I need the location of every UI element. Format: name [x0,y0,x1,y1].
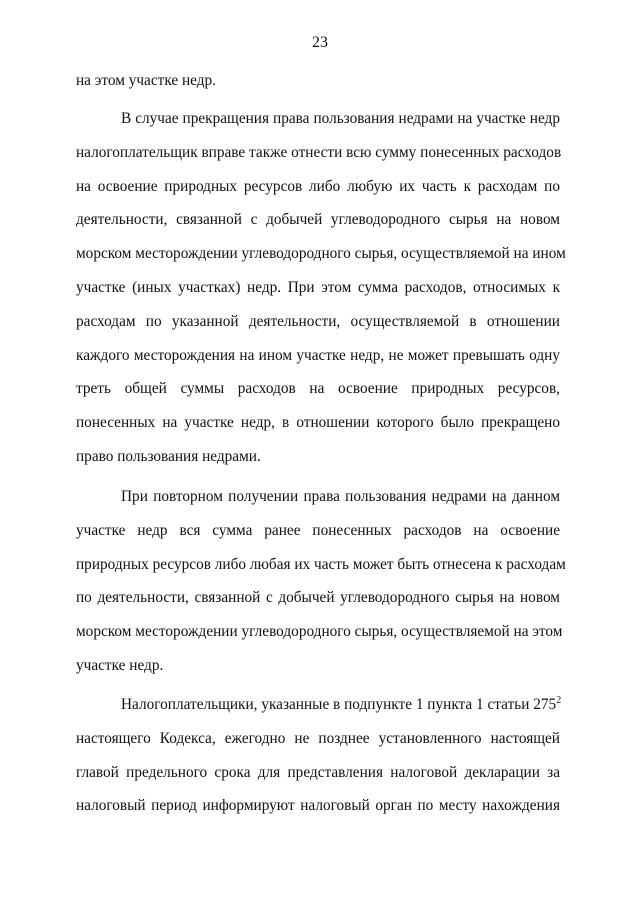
paragraph-3 [76,695,560,830]
text-line: по деятельности, связанной с добычей углеводородного сырья на новом [76,589,560,607]
text-line: главой предельного срока для представления налоговой декларации за [76,763,560,781]
text-line: настоящего Кодекса, ежегодно не позднее установленного настоящей [76,729,560,747]
text-line: налогоплательщик вправе также отнести всю сумму понесенных расходов [76,143,562,161]
text-line: на этом участке недр. [76,72,217,89]
paragraph-2 [76,487,566,690]
text-line: природных ресурсов либо любая их часть может быть отнесена к расходам [76,555,566,573]
text-line-main: Налогоплательщики, указанные в подпункте 1 пункта 1 статьи 275 [121,696,557,713]
text-line: налоговый период информируют налоговый орган по месту нахождения [76,797,560,815]
text-line: понесенных на участке недр, в отношении которого было прекращено [76,414,560,432]
paragraph-1 [76,109,566,481]
text-line: деятельности, связанной с добычей углеводородного сырья на новом [76,211,560,229]
text-line: на освоение природных ресурсов либо любую их часть к расходам по [76,177,560,195]
paragraph-carryover [76,71,560,105]
text-line: расходам по указанной деятельности, осуществляемой в отношении [76,312,560,330]
text-line: участке (иных участках) недр. При этом сумма расходов, относимых к [76,278,560,296]
text-line: морском месторождении углеводородного сырья, осуществляемой на этом [76,623,563,641]
text-line: право пользования недрами. [76,447,261,465]
text-line: треть общей суммы расходов на освоение природных ресурсов, [76,380,560,398]
text-line: В случае прекращения права пользования недрами на участке недр [121,110,560,127]
text-line [76,695,560,729]
text-line: При повторном получении права пользования недрами на данном [121,488,560,505]
superscript: 2 [556,694,562,706]
text-line: морском месторождении углеводородного сырья, осуществляемой на ином [76,245,566,263]
text-line: участке недр. [76,656,164,674]
text-line: участке недр вся сумма ранее понесенных расходов на освоение [76,521,560,539]
text-line: каждого месторождения на ином участке недр, не может превышать одну [76,346,560,364]
page-number: 23 [312,34,328,51]
